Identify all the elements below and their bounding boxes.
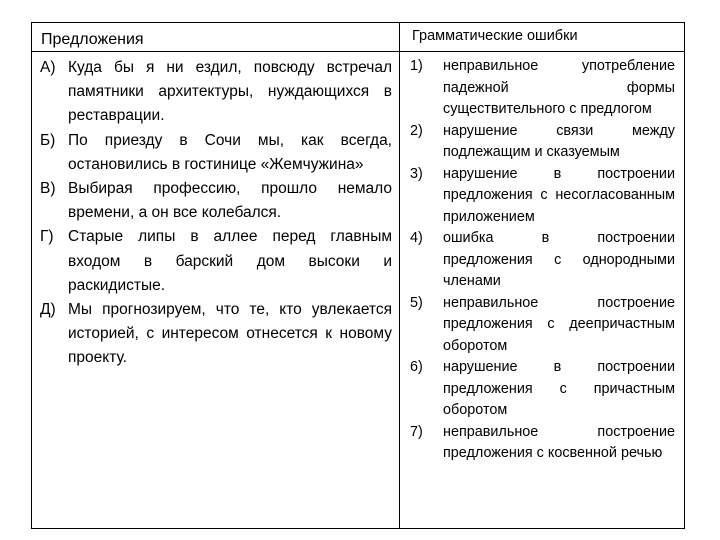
sentence-text: Куда бы я ни ездил, повсюду встречал памятники архитектуры, нуждающихся в реставрации.: [68, 59, 392, 125]
error-number: 4): [410, 230, 423, 246]
sentence-item: [40, 129, 392, 177]
sentence-text: Старые липы в аллее перед главным входом в барский дом высоки и раскидистые.: [68, 228, 392, 294]
error-text: нарушение связи между подлежащим и сказуемым: [443, 122, 675, 160]
error-item: [410, 56, 675, 121]
sentence-text: Выбирая профессию, прошло немало времени, а он все колебался.: [68, 180, 392, 222]
header-errors: Грамматические ошибки: [412, 28, 578, 44]
sentence-letter: В): [40, 180, 56, 198]
error-text: неправильное построение предложения с деепричастным оборотом: [443, 294, 675, 354]
header-sentences: Предложения: [41, 31, 144, 48]
error-item: [410, 357, 675, 422]
sentence-letter: А): [40, 59, 56, 76]
error-number: 1): [410, 58, 423, 74]
sentence-item: [40, 56, 392, 129]
error-number: 5): [410, 294, 423, 311]
error-item: [410, 228, 675, 293]
error-item: [410, 164, 675, 229]
error-text: нарушение в построении предложения с несогласованным приложением: [443, 165, 675, 225]
error-number: 7): [410, 423, 423, 440]
errors-column: [410, 56, 675, 465]
column-divider: [399, 22, 400, 529]
error-number: 3): [410, 165, 423, 182]
error-text: неправильное построение предложения с косвенной речью: [443, 423, 675, 461]
error-item: [410, 422, 675, 465]
error-number: 6): [410, 359, 423, 375]
error-text: неправильное употребление падежной формы существительного с предлогом: [443, 58, 675, 117]
sentence-item: [40, 298, 392, 371]
sentence-letter: Б): [40, 131, 56, 149]
error-text: нарушение в построении предложения с причастным оборотом: [443, 359, 675, 418]
error-item: [410, 121, 675, 164]
sentence-item: [40, 225, 392, 298]
header-divider: [31, 51, 685, 52]
error-text: ошибка в построении предложения с однородными членами: [443, 230, 675, 289]
sentence-item: [40, 177, 392, 225]
error-item: [410, 293, 675, 358]
sentence-letter: Г): [40, 228, 54, 246]
sentence-letter: Д): [40, 301, 56, 319]
sentence-text: По приезду в Сочи мы, как всегда, остановились в гостинице «Жемчужина»: [68, 131, 392, 173]
sentence-text: Мы прогнозируем, что те, кто увлекается историей, с интересом отнесется к новому проекту.: [68, 301, 392, 367]
error-number: 2): [410, 122, 423, 139]
sentences-column: [40, 56, 392, 371]
